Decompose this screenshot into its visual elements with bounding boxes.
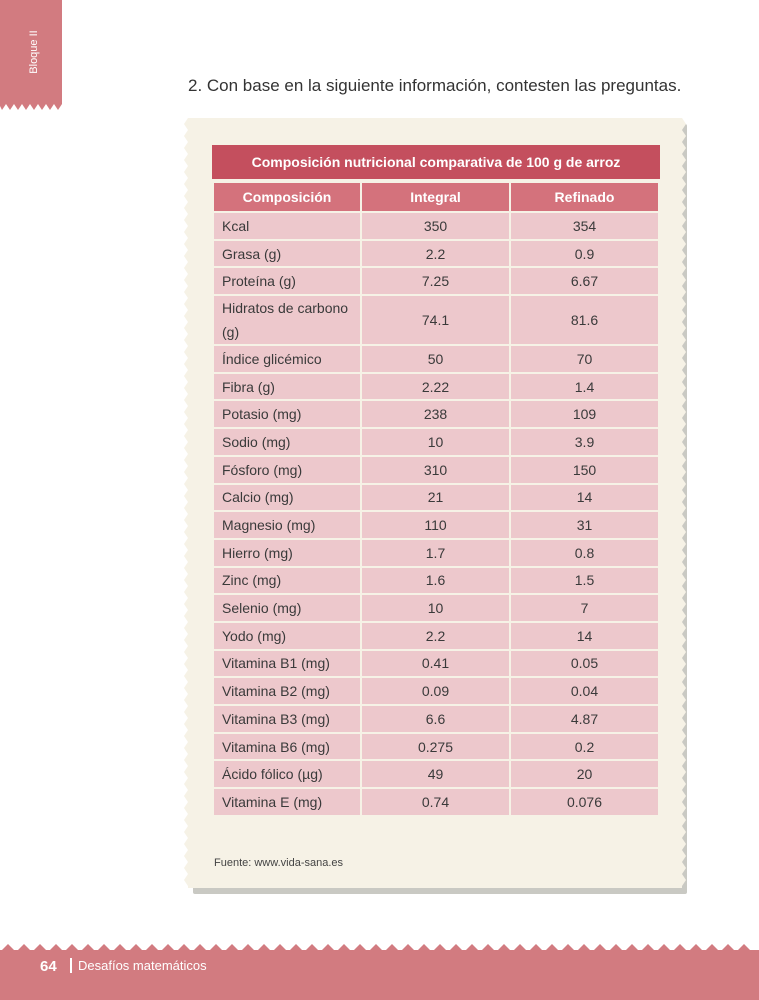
row-label: Vitamina B6 (mg)	[213, 733, 361, 761]
table-row	[213, 373, 659, 401]
refinado-value: 7	[510, 594, 659, 622]
refinado-value: 1.4	[510, 373, 659, 401]
row-label: Vitamina E (mg)	[213, 788, 361, 816]
integral-value: 50	[361, 345, 510, 373]
row-label: Ácido fólico (µg)	[213, 760, 361, 788]
refinado-value: 0.04	[510, 677, 659, 705]
integral-value: 7.25	[361, 267, 510, 295]
source-note: Fuente: www.vida-sana.es	[214, 857, 344, 869]
table-row	[213, 733, 659, 761]
integral-value: 49	[361, 760, 510, 788]
table-title: Composición nutricional comparativa de 100 g de arroz	[212, 145, 660, 181]
refinado-value: 0.8	[510, 539, 659, 567]
table-row	[213, 240, 659, 268]
row-label: Fósforo (mg)	[213, 456, 361, 484]
refinado-value: 0.9	[510, 240, 659, 268]
integral-value: 110	[361, 511, 510, 539]
table-row	[213, 212, 659, 240]
integral-value: 1.6	[361, 567, 510, 595]
table-row	[213, 484, 659, 512]
header-integral: Integral	[361, 182, 510, 212]
row-label: Grasa (g)	[213, 240, 361, 268]
integral-value: 10	[361, 594, 510, 622]
integral-value: 74.1	[361, 295, 510, 345]
table-row	[213, 428, 659, 456]
refinado-value: 0.2	[510, 733, 659, 761]
refinado-value: 31	[510, 511, 659, 539]
integral-value: 0.41	[361, 650, 510, 678]
row-label: Índice glicémico	[213, 345, 361, 373]
table-row	[213, 788, 659, 816]
refinado-value: 1.5	[510, 567, 659, 595]
integral-value: 10	[361, 428, 510, 456]
table-row	[213, 622, 659, 650]
table-row	[213, 456, 659, 484]
refinado-value: 14	[510, 484, 659, 512]
row-label: Zinc (mg)	[213, 567, 361, 595]
refinado-value: 354	[510, 212, 659, 240]
table-row	[213, 345, 659, 373]
table-body	[213, 212, 659, 816]
table-row	[213, 705, 659, 733]
integral-value: 0.74	[361, 788, 510, 816]
card-right-edge	[680, 118, 688, 888]
side-tab	[0, 0, 62, 104]
row-label: Vitamina B3 (mg)	[213, 705, 361, 733]
refinado-value: 70	[510, 345, 659, 373]
integral-value: 21	[361, 484, 510, 512]
integral-value: 310	[361, 456, 510, 484]
row-label: Fibra (g)	[213, 373, 361, 401]
table-row	[213, 594, 659, 622]
refinado-value: 20	[510, 760, 659, 788]
table-row	[213, 677, 659, 705]
row-label: Hierro (mg)	[213, 539, 361, 567]
refinado-value: 14	[510, 622, 659, 650]
refinado-value: 6.67	[510, 267, 659, 295]
nutrition-table	[212, 145, 660, 817]
side-tab-zigzag	[0, 102, 62, 110]
row-label: Magnesio (mg)	[213, 511, 361, 539]
footer-divider	[70, 958, 72, 973]
row-label: Vitamina B2 (mg)	[213, 677, 361, 705]
integral-value: 0.275	[361, 733, 510, 761]
table-row	[213, 539, 659, 567]
table-row	[213, 400, 659, 428]
refinado-value: 0.05	[510, 650, 659, 678]
integral-value: 0.09	[361, 677, 510, 705]
header-row	[213, 182, 659, 212]
row-label: Yodo (mg)	[213, 622, 361, 650]
table-row	[213, 267, 659, 295]
refinado-value: 4.87	[510, 705, 659, 733]
integral-value: 2.22	[361, 373, 510, 401]
refinado-value: 0.076	[510, 788, 659, 816]
row-label: Potasio (mg)	[213, 400, 361, 428]
row-label: Sodio (mg)	[213, 428, 361, 456]
row-label: Vitamina B1 (mg)	[213, 650, 361, 678]
refinado-value: 3.9	[510, 428, 659, 456]
block-label: Bloque II	[28, 30, 40, 74]
refinado-value: 109	[510, 400, 659, 428]
row-label: Selenio (mg)	[213, 594, 361, 622]
book-title: Desafíos matemáticos	[78, 958, 207, 973]
row-label: Kcal	[213, 212, 361, 240]
refinado-value: 81.6	[510, 295, 659, 345]
table-row	[213, 650, 659, 678]
integral-value: 2.2	[361, 240, 510, 268]
row-label: Proteína (g)	[213, 267, 361, 295]
row-label: Calcio (mg)	[213, 484, 361, 512]
row-label: Hidratos de carbono (g)	[213, 295, 361, 345]
table-row	[213, 567, 659, 595]
table-row	[213, 760, 659, 788]
instruction-text: 2. Con base en la siguiente información, contesten las preguntas.	[188, 76, 682, 95]
header-refinado: Refinado	[510, 182, 659, 212]
header-composicion: Composición	[213, 182, 361, 212]
integral-value: 2.2	[361, 622, 510, 650]
integral-value: 1.7	[361, 539, 510, 567]
table-row	[213, 511, 659, 539]
card-left-edge	[182, 118, 190, 888]
page-number: 64	[40, 958, 57, 975]
refinado-value: 150	[510, 456, 659, 484]
integral-value: 238	[361, 400, 510, 428]
integral-value: 6.6	[361, 705, 510, 733]
integral-value: 350	[361, 212, 510, 240]
table-row	[213, 295, 659, 345]
